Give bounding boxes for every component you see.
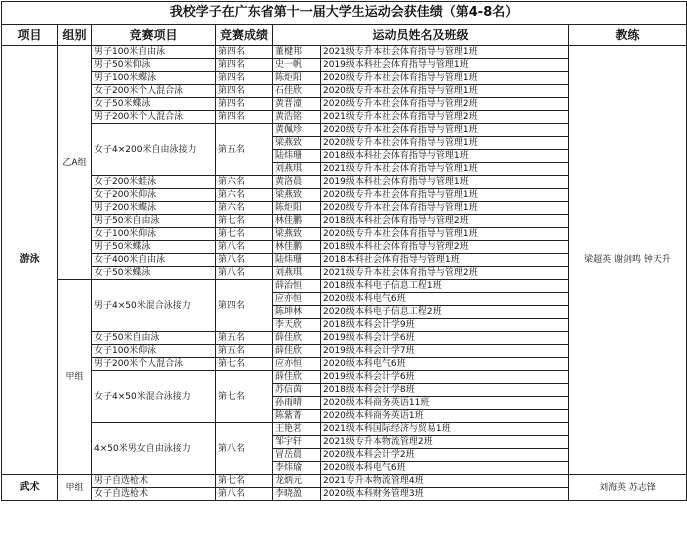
event-cell: 女子4×50米混合泳接力	[92, 371, 216, 423]
event-cell: 女子50米蝶泳	[92, 267, 216, 280]
results-table	[1, 1, 687, 501]
athlete-name: 陈紫菁	[273, 410, 321, 423]
header-project: 项目	[2, 25, 58, 46]
result-cell: 第四名	[216, 98, 273, 111]
athlete-name: 李炜瑜	[273, 462, 321, 475]
athlete-class: 2021级专升本社会体育指导与管理1班	[321, 46, 569, 59]
athlete-name: 陆炜珊	[273, 150, 321, 163]
result-cell: 第八名	[216, 488, 273, 501]
athlete-class: 2019级本科社会体育指导与管理1班	[321, 176, 569, 189]
athlete-class: 2020级专升本社会体育指导与管理1班	[321, 202, 569, 215]
athlete-class: 2020级本科财务管理3班	[321, 488, 569, 501]
athlete-class: 2021专升本物流管理4班	[321, 475, 569, 488]
athlete-class: 2020级专升本社会体育指导与管理1班	[321, 72, 569, 85]
athlete-class: 2020级专升本社会体育指导与管理1班	[321, 228, 569, 241]
header-row	[2, 25, 687, 46]
athlete-class: 2019级本科社会体育指导与管理1班	[321, 59, 569, 72]
result-cell: 第七名	[216, 358, 273, 371]
result-cell: 第五名	[216, 124, 273, 176]
result-cell: 第七名	[216, 371, 273, 423]
group-cell: 乙A组	[58, 46, 92, 280]
event-cell: 4×50米男女自由泳接力	[92, 423, 216, 475]
athlete-name: 陆炜珊	[273, 254, 321, 267]
event-cell: 男子50米仰泳	[92, 59, 216, 72]
athlete-name: 李天欣	[273, 319, 321, 332]
result-cell: 第四名	[216, 72, 273, 85]
result-cell: 第八名	[216, 423, 273, 475]
athlete-name: 苏信茵	[273, 384, 321, 397]
result-cell: 第八名	[216, 241, 273, 254]
result-cell: 第四名	[216, 59, 273, 72]
athlete-class: 2020级本科电气6班	[321, 462, 569, 475]
athlete-class: 2020级专升本社会体育指导与管理1班	[321, 189, 569, 202]
event-cell: 女子50米自由泳	[92, 332, 216, 345]
event-cell: 女子200米仰泳	[92, 189, 216, 202]
result-cell: 第七名	[216, 228, 273, 241]
athlete-name: 林佳鹏	[273, 241, 321, 254]
athlete-name: 薛佳欣	[273, 345, 321, 358]
athlete-class: 2020级专升本社会体育指导与管理1班	[321, 137, 569, 150]
event-cell: 男子100米自由泳	[92, 46, 216, 59]
result-cell: 第四名	[216, 111, 273, 124]
athlete-class: 2020级专升本社会体育指导与管理1班	[321, 124, 569, 137]
athlete-name: 陈炬阳	[273, 202, 321, 215]
event-cell: 男子自选枪术	[92, 475, 216, 488]
result-cell: 第八名	[216, 267, 273, 280]
athlete-name: 石佳欣	[273, 85, 321, 98]
event-cell: 女子100米仰泳	[92, 228, 216, 241]
athlete-class: 2021级本科国际经济与贸易1班	[321, 423, 569, 436]
athlete-class: 2020级本科会计学2班	[321, 449, 569, 462]
athlete-class: 2018级本科社会体育指导与管理1班	[321, 150, 569, 163]
athlete-name: 薛治恒	[273, 280, 321, 293]
event-cell: 男子100米蝶泳	[92, 72, 216, 85]
athlete-name: 应亦恒	[273, 358, 321, 371]
group-cell: 甲组	[58, 475, 92, 501]
event-cell: 男子200米个人混合泳	[92, 111, 216, 124]
event-cell: 男子50米自由泳	[92, 215, 216, 228]
table-row	[2, 475, 687, 488]
event-cell: 男子200米蝶泳	[92, 202, 216, 215]
event-cell: 女子400米自由泳	[92, 254, 216, 267]
event-cell: 女子50米蝶泳	[92, 98, 216, 111]
event-cell: 女子100米仰泳	[92, 345, 216, 358]
page-title: 我校学子在广东省第十一届大学生运动会获佳绩（第4-8名）	[2, 2, 687, 25]
athlete-class: 2019级本科会计学6班	[321, 332, 569, 345]
header-coach: 教练	[569, 25, 687, 46]
athlete-class: 2019级本科会计学7班	[321, 345, 569, 358]
result-cell: 第六名	[216, 176, 273, 189]
athlete-class: 2021级专升本物流管理2班	[321, 436, 569, 449]
athlete-name: 梁燕致	[273, 137, 321, 150]
athlete-name: 邹宇轩	[273, 436, 321, 449]
result-cell: 第四名	[216, 46, 273, 59]
header-group: 组别	[58, 25, 92, 46]
athlete-class: 2021级专升本社会体育指导与管理2班	[321, 111, 569, 124]
athlete-name: 黄洛晨	[273, 176, 321, 189]
result-cell: 第七名	[216, 215, 273, 228]
coach-cell: 刘海英 苏志锋	[569, 475, 687, 501]
athlete-name: 李晓盈	[273, 488, 321, 501]
athlete-name: 刘燕琪	[273, 267, 321, 280]
header-result: 竞赛成绩	[216, 25, 273, 46]
result-cell: 第四名	[216, 85, 273, 98]
header-event: 竞赛项目	[92, 25, 216, 46]
athlete-class: 2019级本科会计学6班	[321, 371, 569, 384]
result-cell: 第五名	[216, 332, 273, 345]
athlete-class: 2020级本科商务英语1班	[321, 410, 569, 423]
athlete-class: 2020级本科商务英语11班	[321, 397, 569, 410]
athlete-class: 2021级专升本社会体育指导与管理2班	[321, 267, 569, 280]
event-cell: 女子200米个人混合泳	[92, 85, 216, 98]
athlete-name: 林佳鹏	[273, 215, 321, 228]
athlete-class: 2021级专升本社会体育指导与管理1班	[321, 163, 569, 176]
athlete-name: 薛佳欣	[273, 332, 321, 345]
group-cell: 甲组	[58, 280, 92, 475]
athlete-name: 黄晋潼	[273, 98, 321, 111]
result-cell: 第五名	[216, 345, 273, 358]
event-cell: 女子自选枪术	[92, 488, 216, 501]
event-cell: 女子200米蛙泳	[92, 176, 216, 189]
athlete-class: 2018本科社会体育指导与管理1班	[321, 254, 569, 267]
athlete-class: 2020级专升本社会体育指导与管理2班	[321, 98, 569, 111]
coach-cell: 梁超英 谢剑鸣 钟天升	[569, 46, 687, 475]
athlete-name: 史一帆	[273, 59, 321, 72]
athlete-class: 2018级本科社会体育指导与管理2班	[321, 241, 569, 254]
athlete-name: 刘燕琪	[273, 163, 321, 176]
athlete-class: 2020级本科电子信息工程2班	[321, 306, 569, 319]
result-cell: 第七名	[216, 475, 273, 488]
athlete-name: 王艳茗	[273, 423, 321, 436]
event-cell: 男子50米蝶泳	[92, 241, 216, 254]
athlete-name: 黄浩铭	[273, 111, 321, 124]
athlete-class: 2020级本科电气6班	[321, 358, 569, 371]
athlete-name: 陈炬阳	[273, 72, 321, 85]
athlete-name: 应亦恒	[273, 293, 321, 306]
result-cell: 第八名	[216, 254, 273, 267]
project-cell: 武术	[2, 475, 58, 501]
event-cell: 男子4×50米混合泳接力	[92, 280, 216, 332]
athlete-name: 黄佩珍	[273, 124, 321, 137]
athlete-name: 陈坤林	[273, 306, 321, 319]
athlete-class: 2018级本科会计学9班	[321, 319, 569, 332]
athlete-name: 冒岳晨	[273, 449, 321, 462]
athlete-class: 2018级本科电子信息工程1班	[321, 280, 569, 293]
athlete-name: 董楗邦	[273, 46, 321, 59]
header-athlete: 运动员姓名及班级	[273, 25, 569, 46]
athlete-class: 2020级专升本社会体育指导与管理1班	[321, 85, 569, 98]
event-cell: 女子4×200米自由泳接力	[92, 124, 216, 176]
result-cell: 第六名	[216, 202, 273, 215]
project-cell: 游泳	[2, 46, 58, 475]
athlete-name: 孙雨晴	[273, 397, 321, 410]
athlete-class: 2018级本科会计学8班	[321, 384, 569, 397]
result-cell: 第四名	[216, 280, 273, 332]
athlete-name: 薛佳欣	[273, 371, 321, 384]
table-row	[2, 46, 687, 59]
event-cell: 男子200米个人混合泳	[92, 358, 216, 371]
result-cell: 第六名	[216, 189, 273, 202]
athlete-class: 2020级本科电气6班	[321, 293, 569, 306]
athlete-name: 龙炳元	[273, 475, 321, 488]
athlete-name: 梁燕致	[273, 228, 321, 241]
athlete-name: 梁燕致	[273, 189, 321, 202]
athlete-class: 2018级本科社会体育指导与管理2班	[321, 215, 569, 228]
